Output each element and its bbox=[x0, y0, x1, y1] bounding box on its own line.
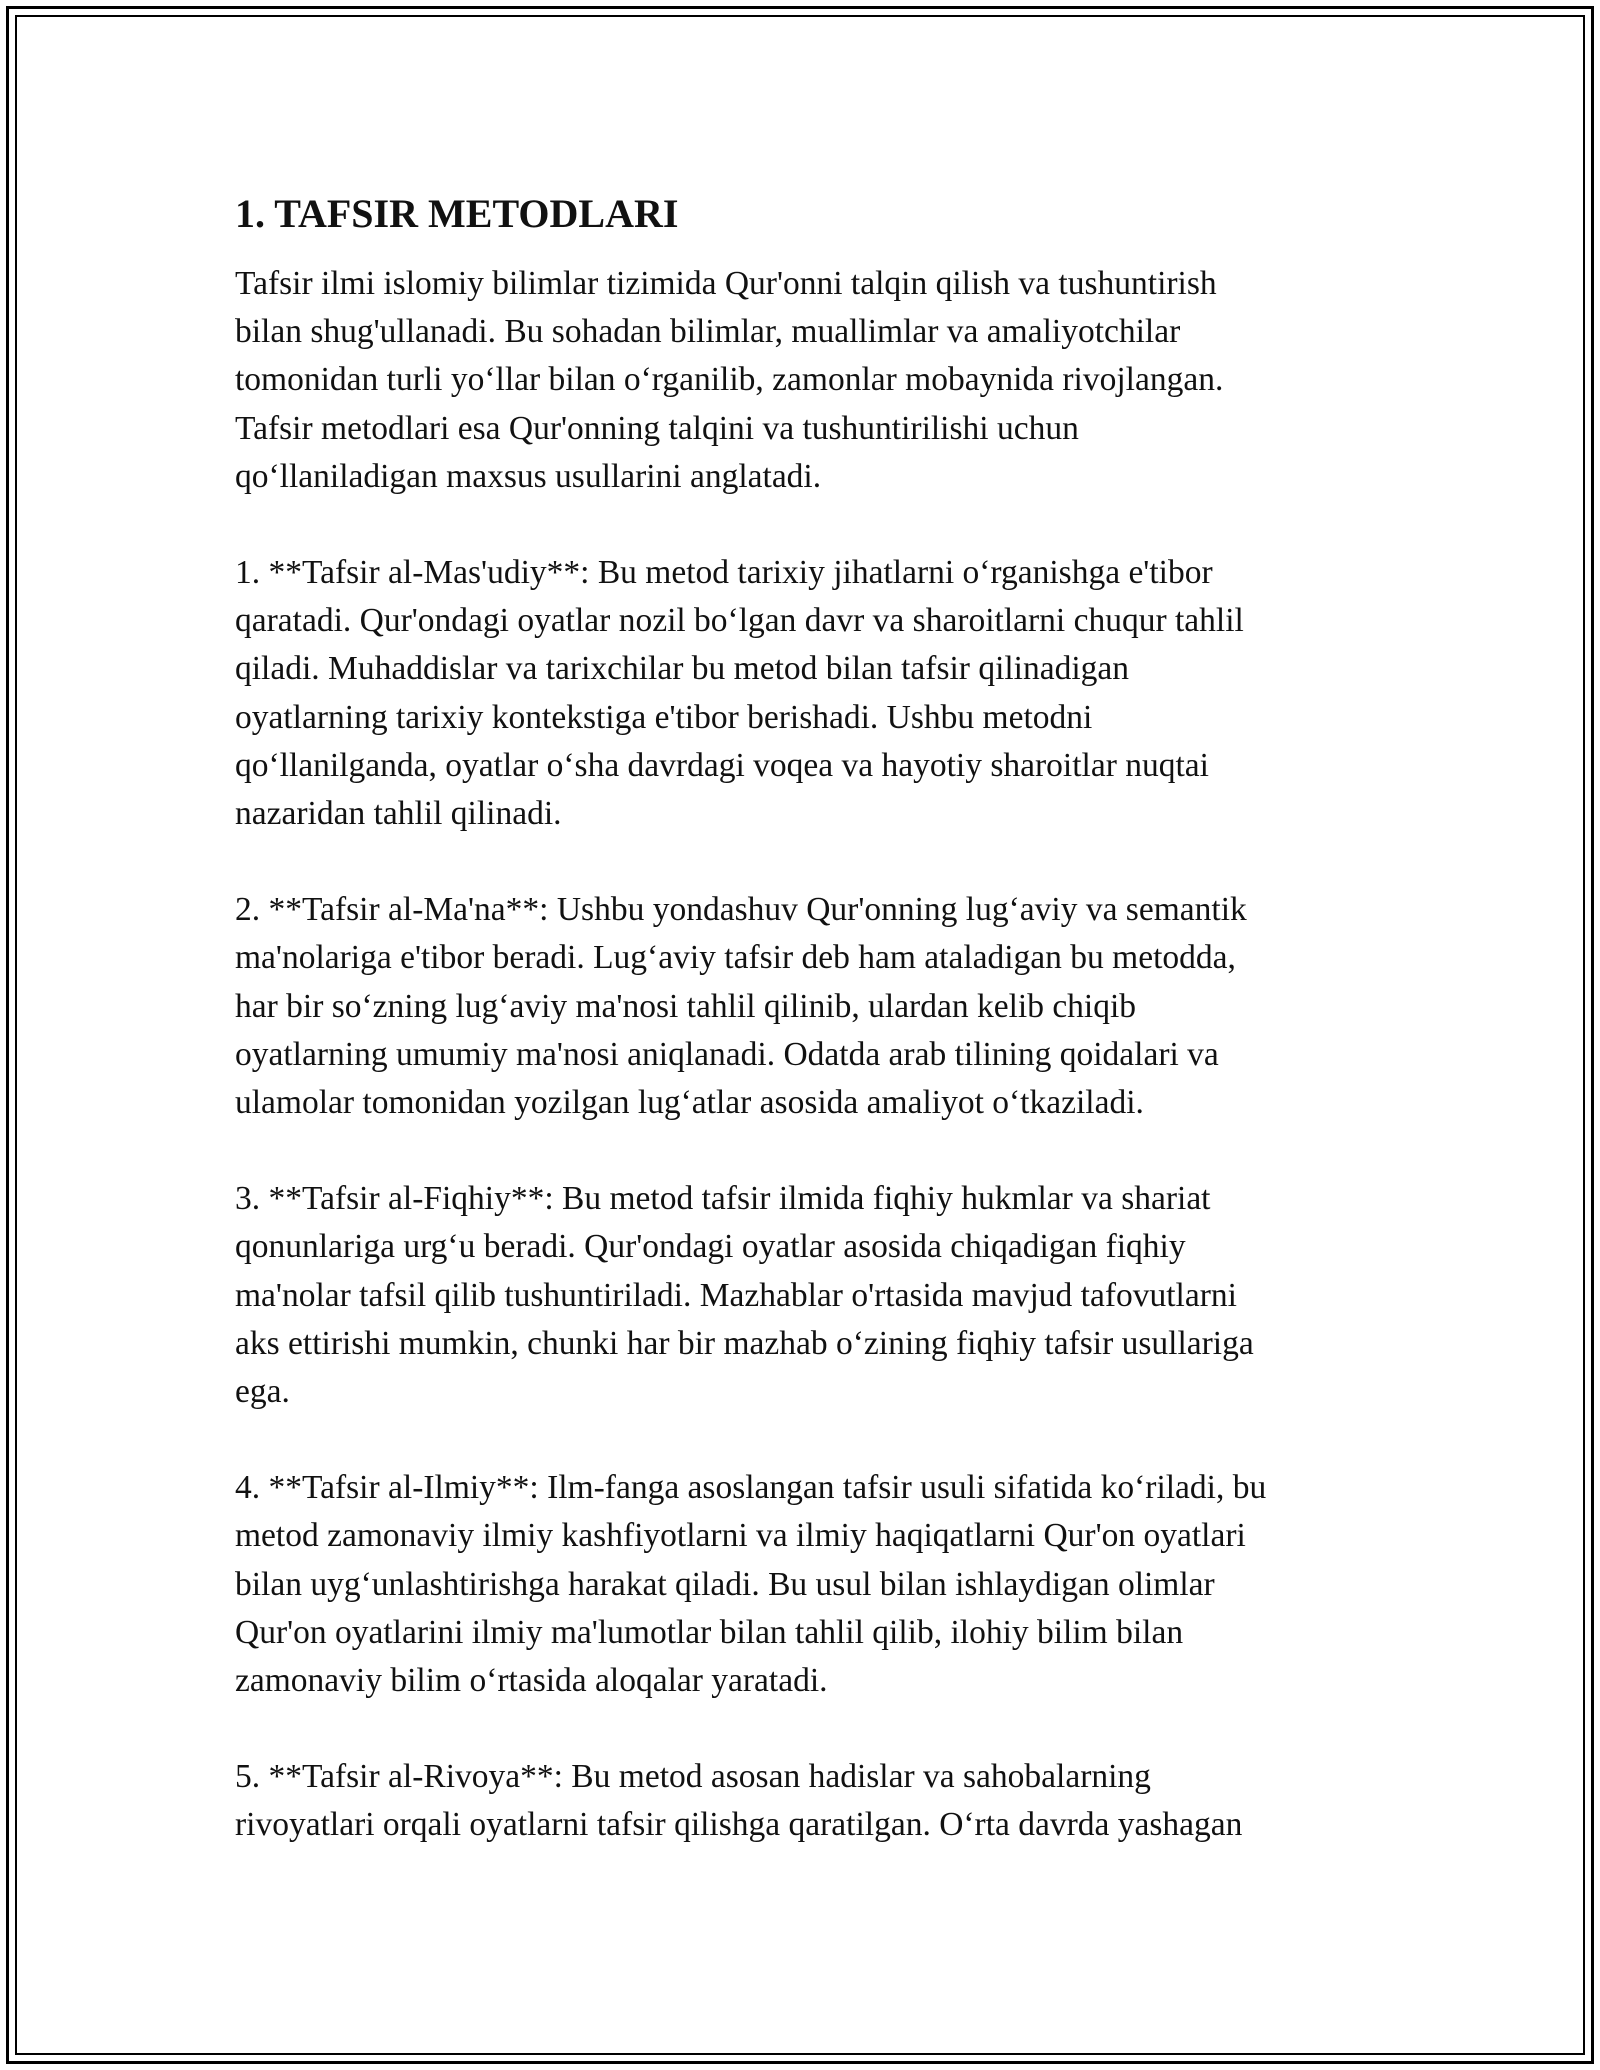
text-line: rivoyatlari orqali oyatlarni tafsir qilishga qaratilgan. O‘rta davrda yashagan bbox=[235, 1806, 1243, 1844]
text-line: metod zamonaviy ilmiy kashfiyotlarni va ilmiy haqiqatlarni Qur'on oyatlari bbox=[235, 1517, 1246, 1555]
section-heading: 1. TAFSIR METODLARI bbox=[235, 191, 679, 236]
text-line: qo‘llanilganda, oyatlar o‘sha davrdagi voqea va hayotiy sharoitlar nuqtai bbox=[235, 746, 1209, 784]
text-line: qiladi. Muhaddislar va tarixchilar bu metod bilan tafsir qilinadigan bbox=[235, 650, 1130, 688]
text-line: bilan uyg‘unlashtirishga harakat qiladi. Bu usul bilan ishlaydigan olimlar bbox=[235, 1565, 1215, 1603]
text-line: Qur'on oyatlarini ilmiy ma'lumotlar bilan tahlil qilib, ilohiy bilim bilan bbox=[235, 1613, 1184, 1651]
text-line: ma'nolar tafsil qilib tushuntiriladi. Mazhablar o'rtasida mavjud tafovutlarni bbox=[235, 1276, 1237, 1314]
document-body bbox=[235, 190, 1385, 1850]
method-paragraph-ilmiy bbox=[235, 1464, 1385, 1705]
text-line: qo‘llaniladigan maxsus usullarini anglatadi. bbox=[235, 457, 822, 495]
text-line: 3. **Tafsir al-Fiqhiy**: Bu metod tafsir ilmida fiqhiy hukmlar va shariat bbox=[235, 1180, 1211, 1218]
text-line: qonunlariga urg‘u beradi. Qur'ondagi oyatlar asosida chiqadigan fiqhiy bbox=[235, 1228, 1186, 1266]
text-line: har bir so‘zning lug‘aviy ma'nosi tahlil qilinib, ulardan kelib chiqib bbox=[235, 987, 1137, 1025]
text-line: ega. bbox=[235, 1373, 290, 1411]
text-line: ulamolar tomonidan yozilgan lug‘atlar asosida amaliyot o‘tkaziladi. bbox=[235, 1084, 1144, 1122]
method-paragraph-masudiy bbox=[235, 549, 1385, 838]
text-line: aks ettirishi mumkin, chunki har bir mazhab o‘zining fiqhiy tafsir usullariga bbox=[235, 1324, 1254, 1362]
text-line: oyatlarning tarixiy kontekstiga e'tibor berishadi. Ushbu metodni bbox=[235, 698, 1093, 736]
text-line: bilan shug'ullanadi. Bu sohadan bilimlar, muallimlar va amaliyotchilar bbox=[235, 313, 1181, 351]
text-line: zamonaviy bilim o‘rtasida aloqalar yaratadi. bbox=[235, 1662, 828, 1700]
text-line: 4. **Tafsir al-Ilmiy**: Ilm-fanga asoslangan tafsir usuli sifatida ko‘riladi, bu bbox=[235, 1469, 1267, 1507]
text-line: tomonidan turli yo‘llar bilan o‘rganilib, zamonlar mobaynida rivojlangan. bbox=[235, 361, 1224, 399]
method-paragraph-fiqhiy bbox=[235, 1175, 1385, 1416]
method-paragraph-mana bbox=[235, 886, 1385, 1127]
text-line: oyatlarning umumiy ma'nosi aniqlanadi. Odatda arab tilining qoidalari va bbox=[235, 1035, 1219, 1073]
text-line: qaratadi. Qur'ondagi oyatlar nozil bo‘lgan davr va sharoitlarni chuqur tahlil bbox=[235, 602, 1244, 640]
text-line: 5. **Tafsir al-Rivoya**: Bu metod asosan hadislar va sahobalarning bbox=[235, 1758, 1151, 1796]
intro-paragraph bbox=[235, 260, 1385, 501]
text-line: Tafsir metodlari esa Qur'onning talqini va tushuntirilishi uchun bbox=[235, 409, 1079, 447]
text-line: ma'nolariga e'tibor beradi. Lug‘aviy tafsir deb ham ataladigan bu metodda, bbox=[235, 939, 1236, 977]
text-line: 1. **Tafsir al-Mas'udiy**: Bu metod tarixiy jihatlarni o‘rganishga e'tibor bbox=[235, 554, 1213, 592]
text-line: 2. **Tafsir al-Ma'na**: Ushbu yondashuv Qur'onning lug‘aviy va semantik bbox=[235, 891, 1247, 929]
text-line: Tafsir ilmi islomiy bilimlar tizimida Qur'onni talqin qilish va tushuntirish bbox=[235, 265, 1217, 302]
text-line: nazaridan tahlil qilinadi. bbox=[235, 795, 562, 833]
method-paragraph-rivoya bbox=[235, 1753, 1385, 1849]
